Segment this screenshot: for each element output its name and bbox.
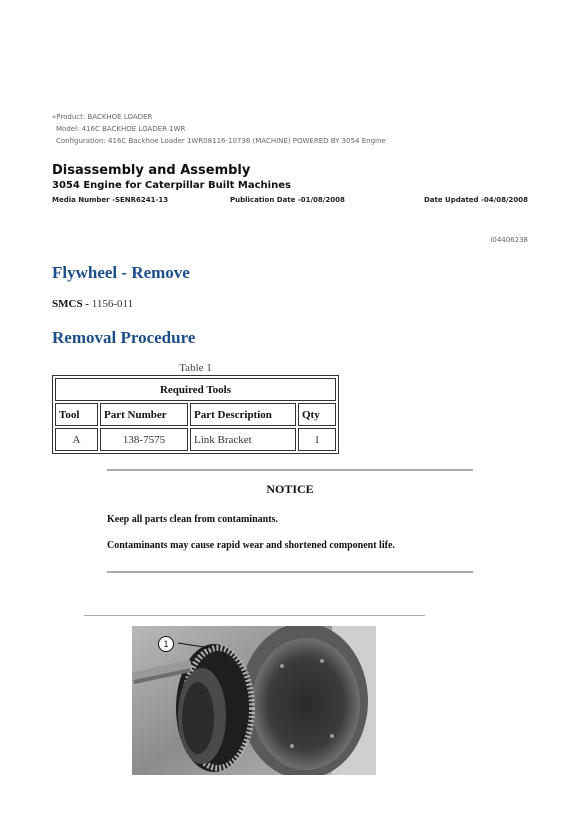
table-cell: 1 [298, 428, 336, 451]
table-caption: Table 1 [179, 362, 212, 374]
required-tools-table [52, 375, 339, 454]
configuration-line: Configuration: 416C Backhoe Loader 1WR08116-10736 (MACHINE) POWERED BY 3054 Engine [56, 137, 386, 145]
table-column-row [55, 403, 336, 426]
model-line: Model: 416C BACKHOE LOADER 1WR [56, 125, 186, 133]
notice-title: NOTICE [266, 482, 314, 496]
date-updated: Date Updated -04/08/2008 [423, 196, 528, 204]
notice-text-line: Contaminants may cause rapid wear and shortened component life. [107, 540, 395, 551]
table-cell: 138-7575 [100, 428, 188, 451]
smcs-label: SMCS - [52, 298, 92, 310]
table-cell: A [55, 428, 98, 451]
document-metadata [52, 111, 386, 147]
smcs-code [52, 298, 133, 310]
table-row [55, 428, 336, 451]
notice-text-line: Keep all parts clean from contaminants. [107, 514, 278, 525]
callout-marker: 1 [158, 636, 174, 652]
figure-divider [84, 615, 425, 616]
column-header: Qty [298, 403, 336, 426]
media-number: Media Number -SENR6241-13 [52, 196, 169, 204]
section-heading: Flywheel - Remove [52, 263, 190, 282]
smcs-value: 1156-011 [91, 298, 134, 310]
table-cell: Link Bracket [190, 428, 296, 451]
table-header-row [55, 378, 336, 401]
document-title: Disassembly and Assembly [52, 163, 251, 178]
publication-date: Publication Date -01/08/2008 [230, 196, 345, 204]
column-header: Part Number [100, 403, 188, 426]
table-header: Required Tools [55, 378, 336, 401]
removal-procedure-heading: Removal Procedure [52, 328, 196, 347]
product-line: «Product: BACKHOE LOADER [52, 113, 153, 121]
back-arrow-icon[interactable]: « [52, 113, 57, 121]
notice-bottom-divider [107, 571, 473, 573]
document-subtitle: 3054 Engine for Caterpillar Built Machines [52, 180, 291, 191]
document-id: i04406238 [490, 236, 528, 244]
notice-top-divider [107, 469, 473, 471]
column-header: Part Description [190, 403, 296, 426]
column-header: Tool [55, 403, 98, 426]
